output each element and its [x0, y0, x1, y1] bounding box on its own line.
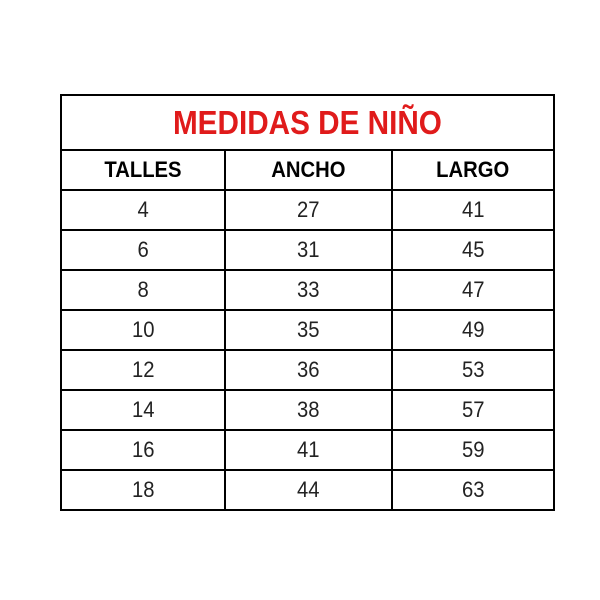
column-header-label: TALLES	[104, 157, 182, 182]
cell-value: 63	[461, 477, 485, 502]
cell-value: 38	[297, 397, 320, 422]
cell-ancho	[225, 310, 392, 350]
cell-value: 10	[131, 317, 155, 342]
header-row	[61, 150, 554, 190]
cell-value: 57	[461, 397, 485, 422]
cell-value: 41	[297, 437, 320, 462]
cell-ancho	[225, 430, 392, 470]
size-chart-table	[60, 94, 555, 511]
cell-value: 6	[137, 237, 149, 262]
cell-value: 41	[461, 197, 485, 222]
cell-talle	[61, 310, 225, 350]
table-title-text: MEDIDAS DE NIÑO	[173, 103, 442, 141]
cell-largo	[392, 310, 554, 350]
cell-ancho	[225, 390, 392, 430]
cell-value: 8	[137, 277, 149, 302]
cell-ancho	[225, 230, 392, 270]
cell-largo	[392, 350, 554, 390]
table-title	[61, 95, 554, 150]
cell-value: 45	[461, 237, 485, 262]
cell-largo	[392, 270, 554, 310]
column-header-label: LARGO	[436, 157, 510, 182]
cell-largo	[392, 230, 554, 270]
cell-value: 16	[131, 437, 155, 462]
cell-talle	[61, 390, 225, 430]
cell-value: 44	[297, 477, 320, 502]
table-row	[61, 230, 554, 270]
cell-talle	[61, 430, 225, 470]
cell-value: 35	[297, 317, 320, 342]
cell-talle	[61, 270, 225, 310]
cell-value: 49	[461, 317, 485, 342]
column-header-ancho	[225, 150, 392, 190]
table-row	[61, 310, 554, 350]
column-header-largo	[392, 150, 554, 190]
cell-largo	[392, 390, 554, 430]
cell-value: 33	[297, 277, 320, 302]
table-row	[61, 430, 554, 470]
cell-largo	[392, 430, 554, 470]
cell-talle	[61, 190, 225, 230]
title-row	[61, 95, 554, 150]
cell-value: 12	[131, 357, 155, 382]
cell-talle	[61, 470, 225, 510]
cell-value: 31	[297, 237, 320, 262]
cell-ancho	[225, 270, 392, 310]
cell-largo	[392, 470, 554, 510]
cell-value: 27	[297, 197, 320, 222]
cell-ancho	[225, 470, 392, 510]
table-row	[61, 470, 554, 510]
cell-value: 14	[131, 397, 155, 422]
cell-value: 47	[461, 277, 485, 302]
table-row	[61, 350, 554, 390]
table-row	[61, 390, 554, 430]
cell-talle	[61, 230, 225, 270]
cell-value: 53	[461, 357, 485, 382]
cell-ancho	[225, 350, 392, 390]
table-row	[61, 190, 554, 230]
table-row	[61, 270, 554, 310]
cell-largo	[392, 190, 554, 230]
column-header-talles	[61, 150, 225, 190]
cell-value: 59	[461, 437, 485, 462]
cell-talle	[61, 350, 225, 390]
cell-value: 36	[297, 357, 320, 382]
cell-value: 18	[131, 477, 155, 502]
cell-value: 4	[137, 197, 149, 222]
cell-ancho	[225, 190, 392, 230]
column-header-label: ANCHO	[271, 157, 346, 182]
